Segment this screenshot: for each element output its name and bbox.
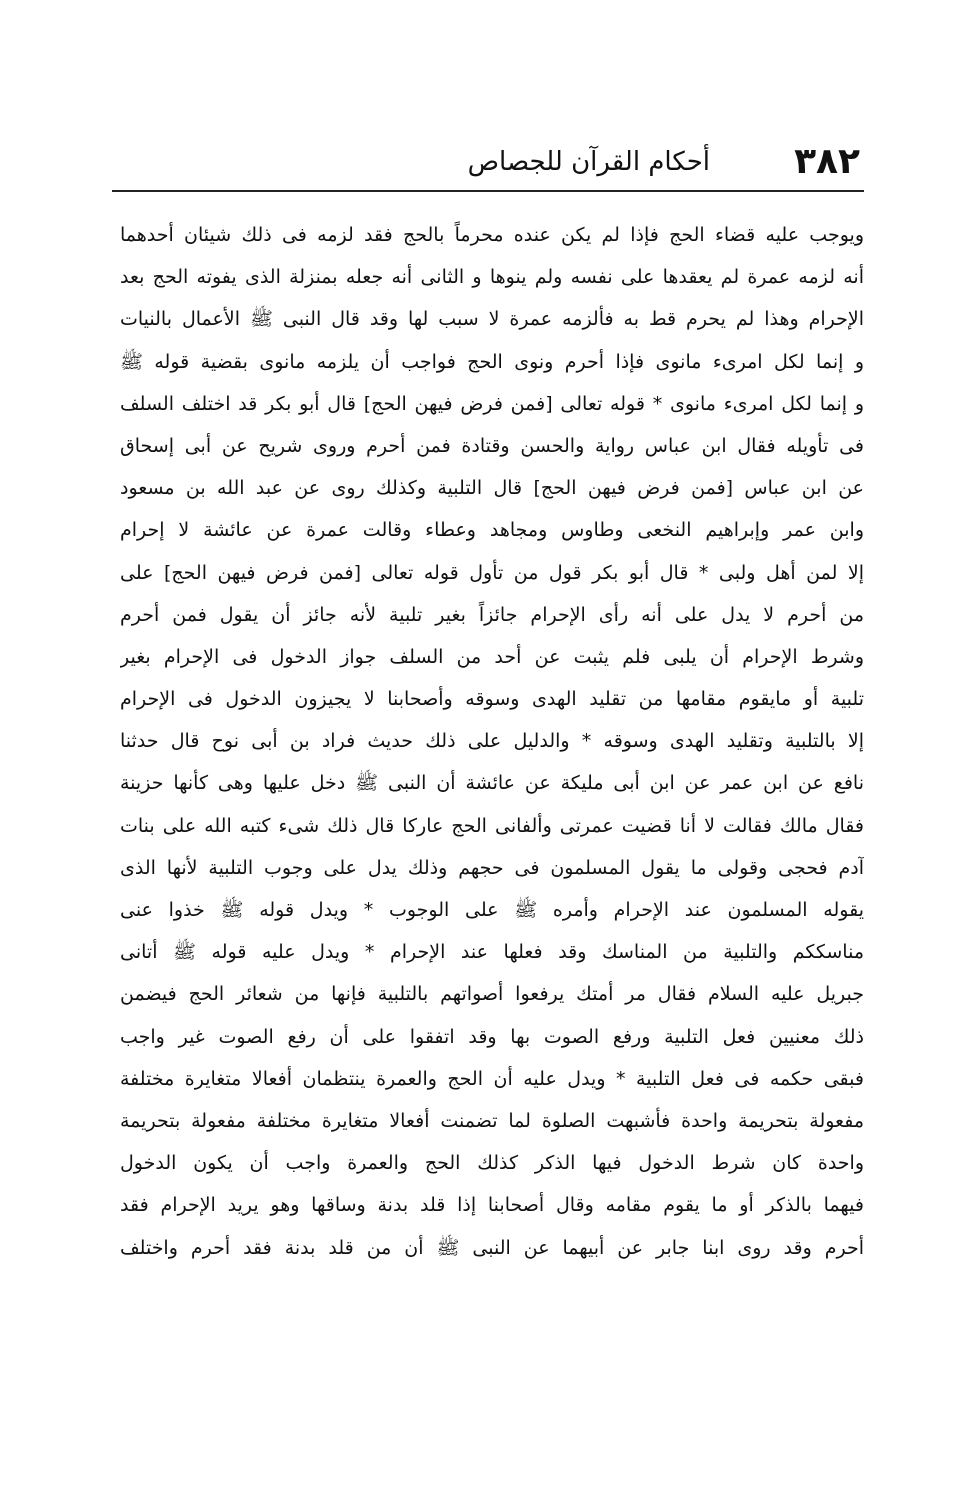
- text-line: فبقى حكمه فى فعل التلبية * ويدل عليه أن الحج والعمرة ينتظمان أفعالا متغايرة مختلفة: [120, 1067, 864, 1090]
- text-line: مفعولة بتحريمة واحدة فأشبهت الصلوة لما تضمنت أفعالا متغايرة مختلفة مفعولة بتحريمة: [120, 1109, 864, 1132]
- text-line: فقال مالك فقالت لا أنا قضيت عمرتى وألفانى الحج عاركا قال ذلك شىء كتبه الله على بنات: [120, 814, 864, 837]
- text-line: تلبية أو مايقوم مقامها من تقليد الهدى وسوقه وأصحابنا لا يجيزون الدخول فى الإحرام: [120, 688, 864, 711]
- text-line: و إنما لكل امرىء مانوى فإذا أحرم ونوى الحج فواجب أن يلزمه مانوى بقضية قوله ﷺ: [120, 350, 864, 373]
- text-line: إلا بالتلبية وتقليد الهدى وسوقه * والدليل على ذلك حديث فراد بن أبى نوح قال حدثنا: [120, 730, 864, 753]
- text-line: ويوجب عليه قضاء الحج فإذا لم يكن عنده محرماً بالحج فقد لزمه فى ذلك شيئان أحدهما: [120, 224, 864, 246]
- text-line: إلا لمن أهل ولبى * قال أبو بكر قول من تأول قوله تعالى [فمن فرض فيهن الحج] على: [120, 561, 864, 584]
- page-number: ٣٨٢: [794, 141, 860, 182]
- text-line: ذلك معنيين فعل التلبية ورفع الصوت بها وقد اتفقوا على أن رفع الصوت غير واجب: [120, 1025, 864, 1048]
- text-line: وابن عمر وإبراهيم النخعى وطاوس ومجاهد وعطاء وقالت عمرة عن عائشة لا إحرام: [120, 519, 864, 542]
- body-text: [120, 214, 864, 1269]
- text-line: وشرط الإحرام أن يلبى فلم يثبت عن أحد من السلف جواز الدخول فى الإحرام بغير: [120, 645, 864, 668]
- text-line: و إنما لكل امرىء مانوى * قوله تعالى [فمن فرض فيهن الحج] قال أبو بكر قد اختلف السلف: [120, 392, 864, 415]
- text-line: جبريل عليه السلام فقال مر أمتك يرفعوا أصواتهم بالتلبية فإنها من شعائر الحج فيضمن: [120, 983, 864, 1006]
- text-line: من أحرم لا يدل على أنه رأى الإحرام جائزاً بغير تلبية لأنه جائز أن يقول فمن أحرم: [120, 603, 864, 626]
- text-line: مناسككم والتلبية من المناسك وقد فعلها عند الإحرام * ويدل عليه قوله ﷺ أتانى: [120, 941, 864, 964]
- page-header: [112, 140, 860, 190]
- text-line: أحرم وقد روى ابنا جابر عن أبيهما عن النبى ﷺ أن من قلد بدنة فقد أحرم واختلف: [120, 1236, 864, 1259]
- text-line: فى تأويله فقال ابن عباس رواية والحسن وقتادة فمن أحرم وروى شريح عن أبى إسحاق: [120, 434, 864, 457]
- text-line: أنه لزمه عمرة لم يعقدها على نفسه ولم ينوها و الثانى أنه جعله بمنزلة الذى يفوته الحج بعد: [120, 266, 864, 289]
- text-line: نافع عن ابن عمر عن ابن أبى مليكة عن عائشة أن النبى ﷺ دخل عليها وهى كأنها حزينة: [120, 772, 864, 795]
- text-line: الإحرام وهذا لم يحرم قط به فألزمه عمرة لا سبب لها وقد قال النبى ﷺ الأعمال بالنيات: [120, 308, 864, 331]
- text-line: فيهما بالذكر أو ما يقوم مقامه وقال أصحابنا إذا قلد بدنة وساقها وهو يريد الإحرام فقد: [120, 1194, 864, 1217]
- text-line: عن ابن عباس [فمن فرض فيهن الحج] قال التلبية وكذلك روى عن عبد الله بن مسعود: [120, 477, 864, 500]
- running-title: أحكام القرآن للجصاص: [467, 147, 710, 177]
- text-line: آدم فحجى وقولى ما يقول المسلمون فى حجهم وذلك يدل على وجوب التلبية لأنها الذى: [120, 856, 864, 879]
- header-divider: [112, 190, 864, 192]
- text-line: يقوله المسلمون عند الإحرام وأمره ﷺ على الوجوب * ويدل قوله ﷺ خذوا عنى: [120, 899, 864, 921]
- text-line: واحدة كان شرط الدخول فيها الذكر كذلك الحج والعمرة واجب أن يكون الدخول: [120, 1152, 864, 1175]
